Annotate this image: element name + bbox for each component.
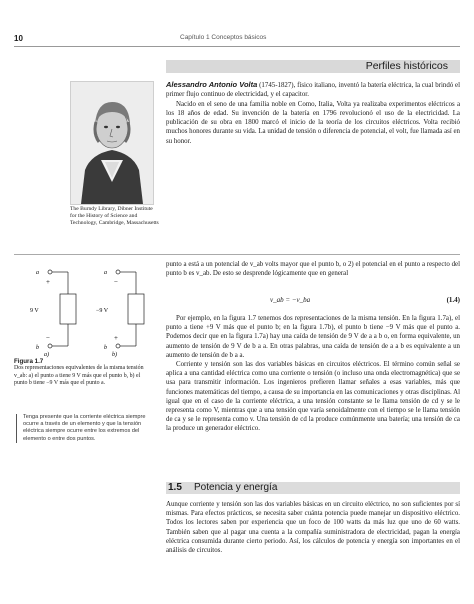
- voltage-value-a: 9 V: [30, 308, 39, 314]
- volta-portrait-drawing: [71, 82, 153, 204]
- header-rule: [14, 46, 460, 47]
- element-box-b: [128, 294, 144, 324]
- section-number: 1.5: [168, 482, 182, 493]
- running-head: Capítulo 1 Conceptos básicos: [180, 34, 267, 41]
- body-paragraph-3-text: Corriente y tensión son las dos variables básicas en circuitos eléctricos. El término común señal se aplica a una cantidad eléctrica como una corriente o tensión (o incluso una onda electromagnética) que se usa para transmitir información. Los ingenieros prefieren llamar señales a esas variables, más que funciones matemáticas del tiempo, a causa de su importancia en las comunicaciones y otras disciplinas. Al igual que en el caso de la corriente eléctrica, a una tensión constante se le llama tensión de cd y se le representa como V, mientras que a una tensión que varía senoidalmente con el tiempo se le llama tensión de ca y se le representa como v. Una tensión de cd la produce comúnmente una batería; una tensión de ca la produce un generador eléctrico.: [166, 361, 460, 433]
- label-node-b: b: [36, 345, 39, 351]
- node-a-terminal: [48, 270, 52, 274]
- section-title: Potencia y energía: [194, 482, 278, 493]
- figure-1-7-caption: [14, 358, 154, 388]
- plus-sign: +: [46, 278, 50, 286]
- voltage-value-b: −9 V: [96, 308, 109, 314]
- bio-paragraph-2: Nacido en el seno de una familia noble en Como, Italia, Volta ya realizaba experimentos eléctricos a los 18 años de edad. Su invención de la batería en 1796 revolucionó el uso de la electricidad. La publicación de su obra en 1800 marcó el inicio de la teoría de los circuitos eléctricos. Volta recibió muchos honores durante su vida. La unidad de tensión o diferencia de potencial, el volt, fue llamada así en su honor.: [166, 100, 460, 145]
- minus-sign: −: [114, 278, 118, 286]
- node-b-terminal: [48, 344, 52, 348]
- body-paragraph-2: [166, 314, 460, 434]
- body-paragraph-4: [166, 500, 460, 555]
- figure-label-b: b): [112, 352, 117, 358]
- bio-paragraph-1: [166, 80, 460, 100]
- body-paragraph-1: [166, 260, 460, 278]
- label-node-a: a: [36, 270, 39, 276]
- body-paragraph-1-text: punto a está a un potencial de v_ab volts mayor que el punto b, o 2) el potencial en el punto a respecto del punto b es v_ab. De esto se desprende lógicamente que en general: [166, 261, 460, 278]
- equation-1-4: [166, 296, 460, 306]
- body-paragraph-4-text: Aunque corriente y tensión son las dos variables básicas en un circuito eléctrico, no son suficientes por sí mismas. Para efectos prácticos, se necesita saber cuánta potencia puede manejar un dispositivo eléctrico. Todos los lectores saben por experiencia que un foco de 100 watts da más luz que uno de 60 watts. También saben que al pagar una cuenta a la compañía suministradora de electricidad, pagan la energía eléctrica consumida durante cierto periodo. Así, los cálculos de potencia y energía son importantes en el análisis de circuitos.: [166, 501, 460, 555]
- body-paragraph-2-text: Por ejemplo, en la figura 1.7 tenemos dos representaciones de la misma tensión. En la figura 1.7a), el punto a tiene +9 V más que el punto b; en la figura 1.7b), el punto b tiene −9 V más que el punto a. Podemos decir que en la figura 1.7a) hay una caída de tensión de 9 V de a a b o, en forma equivalente, un aumento de tensión de 9 V de b a a. En otras palabras, una caída de tensión de a a b es equivalente a un aumento de tensión de b a a.: [166, 315, 460, 359]
- section-divider: [14, 254, 460, 255]
- label-node-b: b: [104, 345, 107, 351]
- node-b-terminal: [116, 344, 120, 348]
- node-a-terminal: [116, 270, 120, 274]
- label-node-a: a: [104, 270, 107, 276]
- margin-note: Tenga presente que la corriente eléctrica siempre ocurre a través de un elemento y que la tensión eléctrica siempre ocurre entre los extremos del elemento o entre dos puntos.: [16, 414, 157, 443]
- figure-caption-text: Dos representaciones equivalentes de la misma tensión v_ab: a) el punto a tiene 9 V más que el punto b, b) el punto b tiene −9 V más que el punto a.: [14, 365, 144, 387]
- volta-name: Alessandro Antonio Volta: [166, 80, 258, 89]
- figure-1-7b: [96, 270, 144, 358]
- equation-number: (1.4): [446, 296, 460, 304]
- volta-biography: [166, 80, 460, 146]
- element-box-a: [60, 294, 76, 324]
- figure-1-7: [14, 262, 154, 358]
- figure-label-a: a): [44, 352, 49, 358]
- equation-expression: v_ab = −v_ba: [270, 296, 311, 304]
- minus-sign: −: [46, 334, 50, 342]
- plus-sign: +: [114, 334, 118, 342]
- photo-credit: The Burndy Library, Dibner Institute for the History of Science and Technology, Cambridge, Massachusetts: [70, 206, 159, 227]
- historical-profiles-title: Perfiles históricos: [365, 60, 448, 72]
- page-number: 10: [14, 34, 23, 43]
- figure-caption-title: Figura 1.7: [14, 358, 44, 365]
- figure-1-7a: [30, 270, 76, 358]
- volta-portrait: [70, 81, 154, 205]
- bio-intro: (1745-1827), físico italiano, inventó la batería eléctrica, la cual brindó el primer flujo continuo de electricidad, y el capacitor.: [166, 82, 460, 99]
